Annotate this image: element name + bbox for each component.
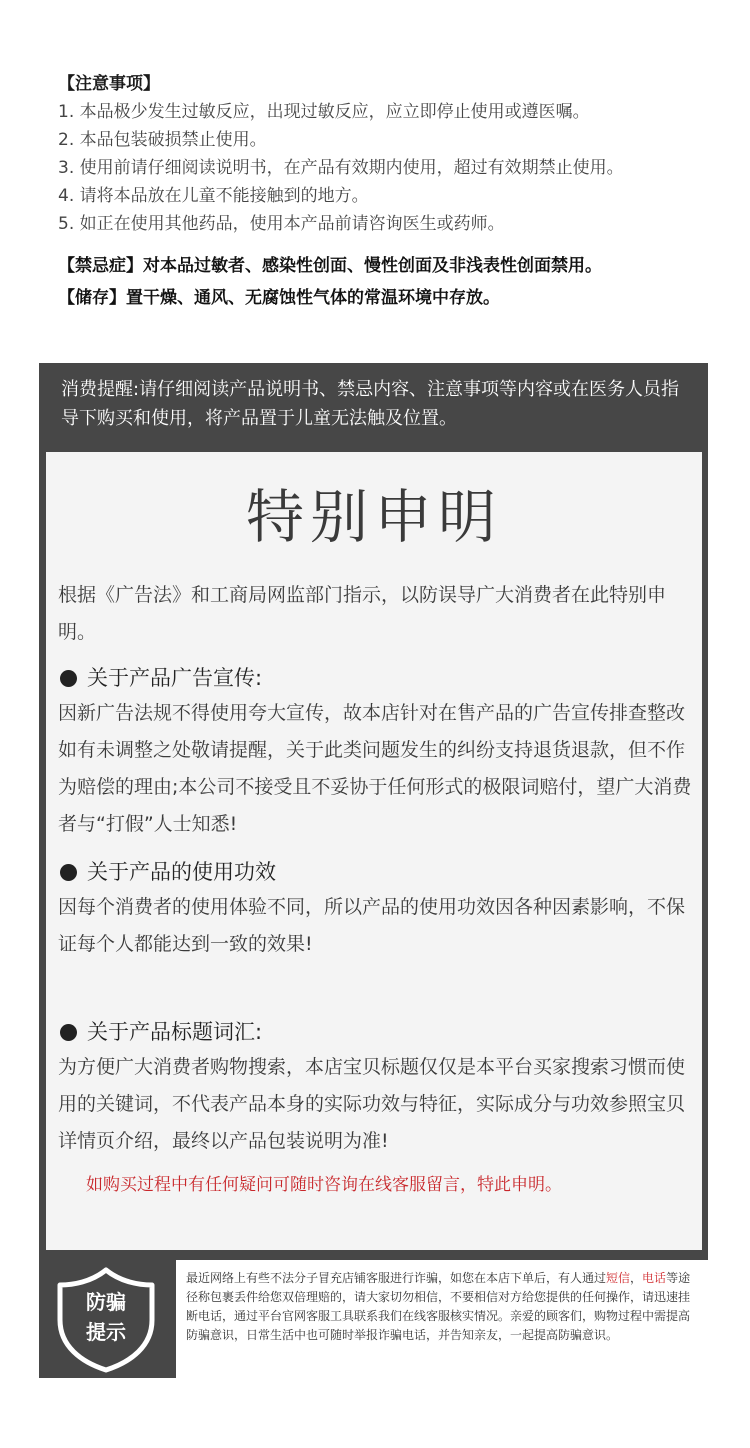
section-body-advertising: 因新广告法规不得使用夸大宣传，故本店针对在售产品的广告宣传排查整改如有未调整之处敬请提醒，关于此类问题发生的纠纷支持退货退款，但不作为赔偿的理由;本公司不接受且不妥协于任何形式的极限词赔付，望广大消费者与“打假”人士知悉! bbox=[58, 702, 692, 835]
anti-fraud-text-part1: 最近网络上有些不法分子冒充店铺客服进行诈骗，如您在本店下单后，有人通过 bbox=[186, 1271, 607, 1285]
statement-body bbox=[58, 577, 694, 1200]
section-heading-efficacy bbox=[58, 855, 694, 889]
consumer-reminder: 消费提醒:请仔细阅读产品说明书、禁忌内容、注意事项等内容或在医务人员指导下购买和使用，将产品置于儿童无法触及位置。 bbox=[61, 379, 680, 429]
precautions-title: 【注意事项】 bbox=[58, 74, 160, 94]
section-heading-label: 关于产品标题词汇: bbox=[87, 1020, 263, 1044]
bullet-icon bbox=[60, 670, 77, 687]
precaution-item: 1. 本品极少发生过敏反应，出现过敏反应，应立即停止使用或遵医嘱。 bbox=[58, 102, 590, 122]
phone-highlight: 电话 bbox=[642, 1271, 667, 1285]
storage-text: 【储存】置干燥、通风、无腐蚀性气体的常温环境中存放。 bbox=[58, 288, 500, 308]
anti-fraud-section bbox=[39, 1258, 708, 1378]
anti-fraud-badge bbox=[53, 1266, 159, 1374]
section-heading-label: 关于产品的使用功效 bbox=[87, 860, 276, 884]
precautions-section bbox=[58, 70, 718, 314]
statement-intro: 根据《广告法》和工商局网监部门指示，以防误导广大消费者在此特别申明。 bbox=[58, 584, 667, 643]
section-body-title-keywords: 为方便广大消费者购物搜索，本店宝贝标题仅仅是本平台买家搜索习惯而使用的关键词，不代表产品本身的实际功效与特征，实际成分与功效参照宝贝详情页介绍，最终以产品包装说明为准! bbox=[58, 1056, 686, 1152]
consumer-notice-panel bbox=[39, 363, 708, 1378]
precaution-item: 3. 使用前请仔细阅读说明书，在产品有效期内使用，超过有效期禁止使用。 bbox=[58, 158, 624, 178]
precaution-item: 4. 请将本品放在儿童不能接触到的地方。 bbox=[58, 186, 369, 206]
sms-highlight: 短信 bbox=[606, 1271, 631, 1285]
section-heading-advertising bbox=[58, 661, 694, 695]
precaution-item: 5. 如正在使用其他药品，使用本产品前请咨询医生或药师。 bbox=[58, 214, 505, 234]
section-heading-label: 关于产品广告宣传: bbox=[87, 666, 263, 690]
anti-fraud-separator: ， bbox=[630, 1271, 643, 1285]
consultation-notice: 如购买过程中有任何疑问可随时咨询在线客服留言，特此申明。 bbox=[86, 1175, 562, 1195]
precaution-item: 2. 本品包装破损禁止使用。 bbox=[58, 130, 267, 150]
contraindication-text: 【禁忌症】对本品过敏者、感染性创面、慢性创面及非浅表性创面禁用。 bbox=[58, 256, 602, 276]
anti-fraud-message-box bbox=[176, 1260, 708, 1378]
section-heading-title-keywords bbox=[58, 1015, 694, 1049]
special-statement-card bbox=[46, 452, 702, 1250]
badge-line-2: 提示 bbox=[86, 1320, 126, 1344]
badge-line-1: 防骗 bbox=[86, 1290, 126, 1314]
anti-fraud-text-part2: 等途径称包裹丢件给您双倍理赔的，请大家切勿相信，不要相信对方给您提供的任何操作，请迅速挂断电话，通过平台官网客服工具联系我们在线客服核实情况。亲爱的顾客们，购物过程中需提高防骗意识，日常生活中也可随时举报诈骗电话，并告知亲友，一起提高防骗意识。 bbox=[186, 1271, 691, 1342]
bullet-icon bbox=[60, 1024, 77, 1041]
section-body-efficacy: 因每个消费者的使用体验不同，所以产品的使用功效因各种因素影响，不保证每个人都能达到一致的效果! bbox=[58, 896, 686, 955]
bullet-icon bbox=[60, 864, 77, 881]
anti-fraud-message bbox=[176, 1260, 708, 1345]
statement-title: 特别申明 bbox=[245, 483, 502, 551]
